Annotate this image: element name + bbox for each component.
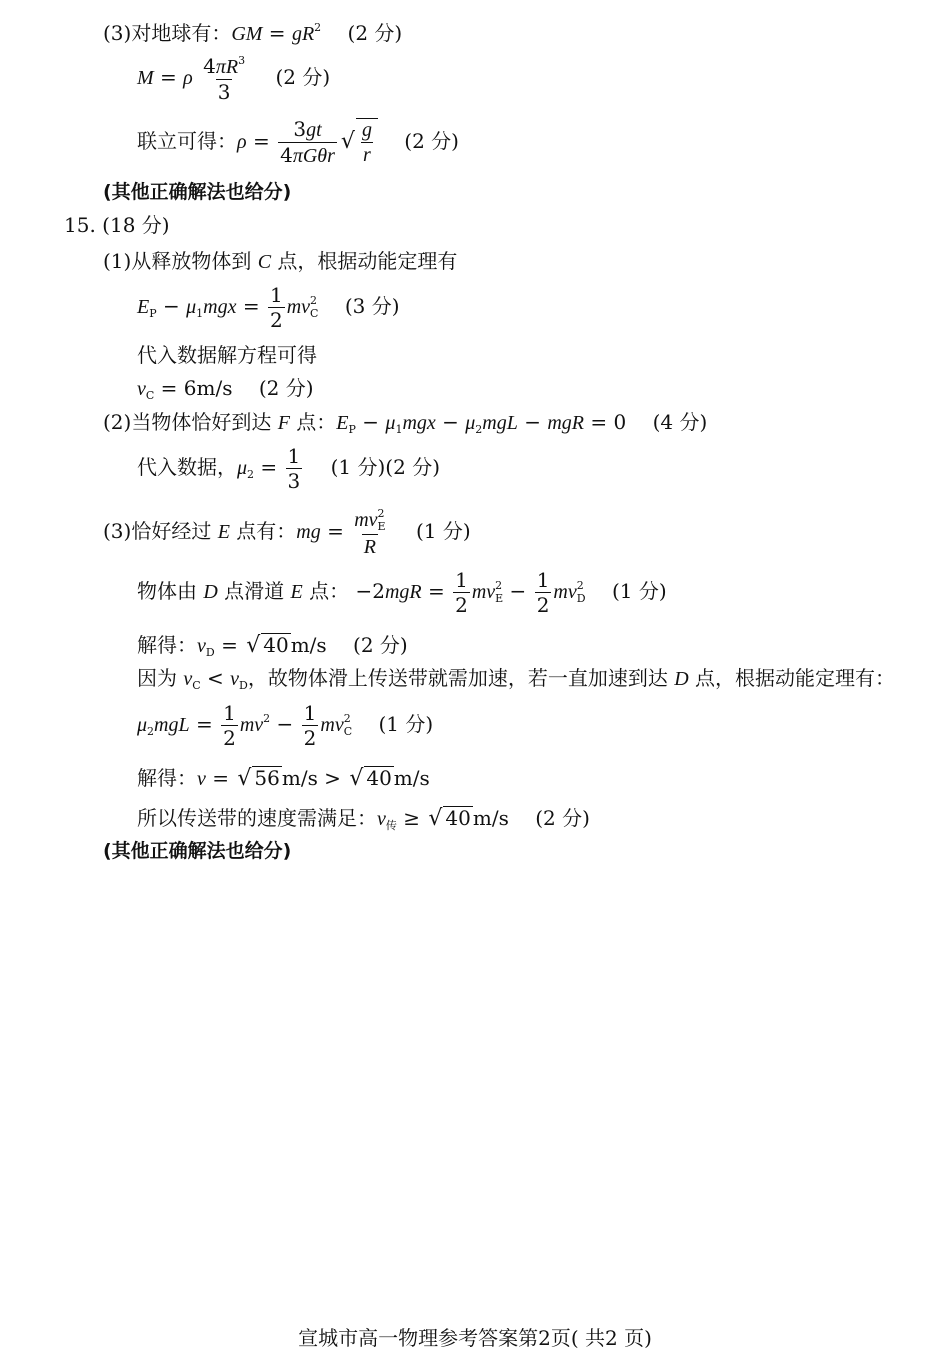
mass-equation: M = ρ $\frac{4\pi R^3}{3}$ (2 分) bbox=[137, 54, 331, 104]
q15-part1-text: (1)从释放物体到 C 点，根据动能定理有 bbox=[103, 249, 458, 273]
q15-part3-line1-score: (1 分) bbox=[415, 519, 471, 543]
q15-part3-line2: 物体由 D 点滑道 E 点： −2mgR = $\frac{1}{2}$ $mv^2_E$ − $\frac{1}{2}$ $mv^2_D$ (1 分) bbox=[137, 568, 667, 617]
note-other-methods-2: (其他正确解法也给分) bbox=[103, 840, 292, 862]
q15-part2-score: (4 分) bbox=[652, 410, 708, 434]
q15-part1-result-score: (2 分) bbox=[258, 376, 314, 400]
q15-part1-subtext: 代入数据解方程可得 bbox=[137, 343, 317, 367]
question-15-header: 15. (18 分) bbox=[64, 213, 170, 237]
note-other-methods-1: (其他正确解法也给分) bbox=[103, 181, 292, 203]
q15-part3-equation3: $\mu_2mgL$ = $\frac{1}{2}$ $mv^2$ − $\frac{1}{2}$ $mv^2_C$ (1 分) bbox=[137, 701, 434, 750]
page-footer: 宣城市高一物理参考答案第2页( 共2 页) bbox=[298, 1326, 652, 1350]
q15-part3-equation3-score: (1 分) bbox=[378, 712, 434, 736]
q15-part2-line: (2)当物体恰好到达 F 点：$E_P - \mu_1mgx - \mu_2mgL$ − mgR = 0 (4 分) bbox=[103, 410, 708, 436]
q15-part2-result-scores: (1 分)(2 分) bbox=[330, 455, 440, 479]
q15-part3-line1: (3)恰好经过 E 点有：mg = $\frac{mv^2_E}{R}$ (1 分) bbox=[103, 507, 471, 558]
q15-part3-solve2: 解得：v = √ 56 m/s > √ 40 m/s bbox=[137, 766, 430, 791]
q15-part1-score: (3 分) bbox=[344, 294, 400, 318]
q15-part3-conclusion: 所以传送带的速度需满足：$v_传$ ≥ √ 40 m/s (2 分) bbox=[137, 806, 590, 832]
part3-earth-line: (3)对地球有：GM = $gR^2$ (2 分) bbox=[103, 21, 403, 45]
part3-earth-label: (3)对地球有： bbox=[103, 21, 232, 45]
q15-part3-solve1-score: (2 分) bbox=[353, 633, 408, 657]
density-result-score: (2 分) bbox=[404, 129, 459, 153]
density-result-label: 联立可得： bbox=[137, 129, 237, 153]
q15-part3-line2-score: (1 分) bbox=[611, 579, 667, 603]
q15-part3-solve1: 解得：$v_D$ = √ 40 m/s (2 分) bbox=[137, 633, 408, 659]
q15-part1-result: $v_C = 6m/s$ (2 分) bbox=[137, 376, 314, 402]
q15-part3-conclusion-score: (2 分) bbox=[535, 806, 590, 830]
q15-part1-equation: $E_P - \mu_1mgx$ = $\frac{1}{2}$ $mv^2_C$ (3 分) bbox=[137, 283, 400, 332]
part3-earth-score: (2 分) bbox=[347, 21, 403, 45]
density-result: 联立可得：ρ = $\frac{3gt}{\text{4πGθr}}$ √ $\frac{g}{r}$ (2 分) bbox=[137, 117, 459, 167]
q15-part3-because: 因为 $v_C < v_D$，故物体滑上传送带就需加速，若一直加速到达 D 点，根据动能定理有： bbox=[137, 666, 896, 692]
mass-equation-score: (2 分) bbox=[275, 65, 331, 89]
q15-part2-result: 代入数据，$\mu_2$ = $\frac{1}{3}$ (1 分)(2 分) bbox=[137, 444, 440, 493]
